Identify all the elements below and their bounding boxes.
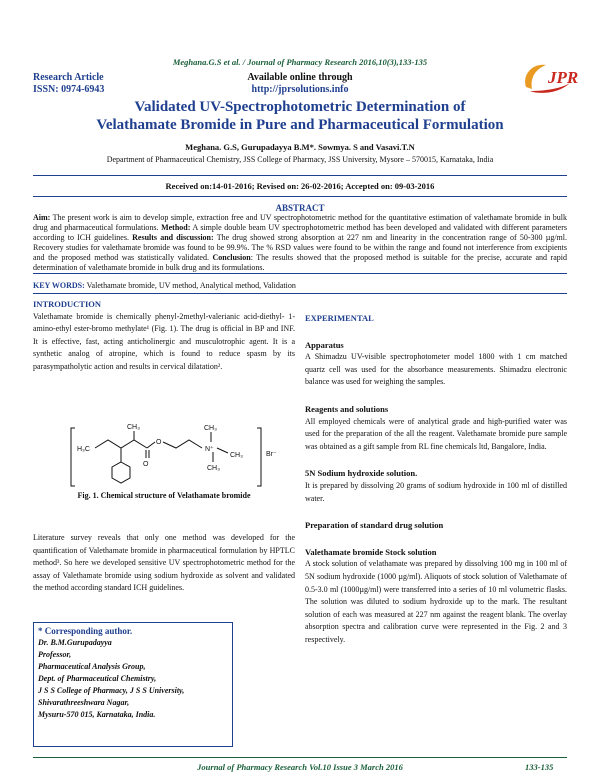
conclusion-label: Conclusion <box>212 253 251 262</box>
footer-journal: Journal of Pharmacy Research Vol.10 Issue 3 March 2016 <box>197 762 403 772</box>
method-text: A simple double beam UV spectrophotometric method has been developed and validated with different parameters according to ICH guidelines. <box>33 223 567 242</box>
dates: Received on:14-01-2016; Revised on: 26-02-2016; Accepted on: 09-03-2016 <box>165 181 435 191</box>
corr-line: J S S College of Pharmacy, J S S University, <box>38 686 185 695</box>
label-ch3-right: CH₃ <box>230 452 243 459</box>
aim-text: The present work is aim to develop simple, extraction free and UV spectrophotometric method for the quantitative estimation of valethamate bromide in bulk drug and pharmaceutical formulations. <box>33 213 567 232</box>
article-type: Research Article <box>33 72 104 83</box>
conclusion-text: : The results showed that the proposed method is suitable for the precise, accurate and rapid determination of valethamate bromide in bulk drug and its formulations. <box>33 253 567 272</box>
intro-paragraph-2: Literature survey reveals that only one method was developed for the quantification of Valethamate bromide in pharmaceutical formulation by HPTLC method³. So here we developed sensitive UV spectrophotometric method for the assay of Valethamate bromide using sodium hydroxide as solvent and validated the method according standard ICH guidelines. <box>33 533 295 593</box>
issn: ISSN: 0974-6943 <box>33 84 105 95</box>
stock-text: A stock solution of velathamate was prepared by dissolving 100 mg in 100 ml of 5N sodium hydroxide (1000 µg/ml). Aliquots of stock solution of Valethamate of 0.5-3.0 ml (1000µg/ml) were transferred into a series of 10 ml volumetric flasks. The solution was diluted to sodium hydroxide up to the mark. The resultant solution of each was measured at 227 nm against the reagent blank. The overlay absorption spectra and calibration curve were represented in the Fig. 2 and 3 respectively. <box>305 559 567 644</box>
corresponding-author-box <box>33 622 233 747</box>
keywords <box>33 281 567 290</box>
journal-url[interactable]: http://jprsolutions.info <box>251 84 349 95</box>
experimental-heading: EXPERIMENTAL <box>305 313 374 323</box>
label-n: N⁺ <box>205 446 214 453</box>
results-label: Results and discussion: <box>132 233 214 242</box>
title-line-2: Velathamate Bromide in Pure and Pharmaceutical Formulation <box>96 117 504 133</box>
apparatus-text: A Shimadzu UV-visible spectrophotometer model 1800 with 1 cm matched quartz cell was used for the absorbance measurements. Shimadzu electronic balance was used for weighing the samples. <box>305 352 567 387</box>
prep-heading: Preparation of standard drug solution <box>305 520 444 531</box>
reagents-heading: Reagents and solutions <box>305 403 389 414</box>
corresponding-heading: * Corresponding author. <box>38 626 133 636</box>
apparatus-heading: Apparatus <box>305 339 344 350</box>
naoh-heading: 5N Sodium hydroxide solution. <box>305 468 418 479</box>
results-text: The drug showed strong absorption at 227 nm and linearity in the concentration range of 50-300 µg/ml. Recovery studies for valethamate bromide was found to be 99.9%. The % RSD values were found to be within the range and found not interference from excipients and the proposed method was statistically validated. <box>33 233 568 262</box>
logo-text: JPR <box>548 68 578 87</box>
divider <box>33 175 567 176</box>
leaf-swirl-logo <box>520 57 578 97</box>
stock-heading: Valethamate bromide Stock solution <box>305 546 437 557</box>
corr-line: Shivarathreeshwara Nagar, <box>38 698 130 707</box>
intro-section <box>33 298 295 374</box>
label-ch3-bottom: CH₃ <box>207 465 220 472</box>
label-o-carbonyl: O <box>143 461 149 468</box>
keywords-label: KEY WORDS: <box>33 281 85 290</box>
method-label: Method: <box>161 223 191 232</box>
label-ch3-top: CH₃ <box>127 424 140 431</box>
aim-label: Aim: <box>33 213 51 222</box>
divider <box>33 273 567 274</box>
keywords-text: Valethamate bromide, UV method, Analytical method, Validation <box>84 281 296 290</box>
naoh-text: It is prepared by dissolving 20 grams of sodium hydroxide in 100 ml of distilled water. <box>305 480 567 503</box>
corr-line: Dr. B.M.Gurupadayya <box>38 638 112 647</box>
running-head: Meghana.G.S et al. / Journal of Pharmacy Research 2016,10(3),133-135 <box>172 57 428 67</box>
divider <box>33 196 567 197</box>
label-ch3-n: CH₃ <box>204 425 217 432</box>
intro-paragraph-1: Valethamate bromide is chemically phenyl-2methyl-valerianic acid-diethyl- 1- amino-ethyl ester-bromo methylate¹ (Fig. 1). The drug is official in BP and INF. It is effective, fast, acting anticholinergic and musculotrophic agent. It is a synthetic analog of atropine, which is found to reduce spasm by its parasympatholytic action and results in cervical dilatation². <box>33 311 295 371</box>
corr-line: Mysuru-570 015, Karnataka, India. <box>38 710 156 719</box>
footer-rule <box>33 757 567 758</box>
corr-line: Dept. of Pharmaceutical Chemistry, <box>38 674 157 683</box>
reagents-text: All employed chemicals were of analytical grade and high-purified water was used for the preparation of the all the reagent. Valethamate bromide pure sample was obtained as a gift sample from RL fine chemicals ltd, Bangalore, India. <box>305 416 567 451</box>
corr-line: Pharmaceutical Analysis Group, <box>38 662 146 671</box>
available-text: Available online through <box>247 72 353 83</box>
affiliation: Department of Pharmaceutical Chemistry, JSS College of Pharmacy, JSS University, Mysore – 570015, Karnataka, India <box>106 155 494 164</box>
divider <box>33 293 567 294</box>
label-h3c: H₃C <box>77 446 90 453</box>
label-br: Br⁻ <box>266 451 277 458</box>
corr-line: Professor, <box>38 650 72 659</box>
label-o: O <box>156 439 162 446</box>
abstract-body <box>33 213 567 273</box>
title-line-1: Validated UV-Spectrophotometric Determination of <box>134 99 466 115</box>
figure-caption: Fig. 1. Chemical structure of Velathamate bromide <box>77 491 251 500</box>
paper-title <box>0 98 600 134</box>
availability <box>0 72 600 96</box>
intro-heading: INTRODUCTION <box>33 299 102 309</box>
abstract-heading: ABSTRACT <box>275 203 325 213</box>
chemical-structure-figure <box>33 420 295 490</box>
experimental-section <box>305 312 567 646</box>
footer-pages: 133-135 <box>525 762 554 772</box>
authors: Meghana. G.S, Gurupadayya B.M*. Sowmya. S and Vasavi.T.N <box>185 142 415 152</box>
